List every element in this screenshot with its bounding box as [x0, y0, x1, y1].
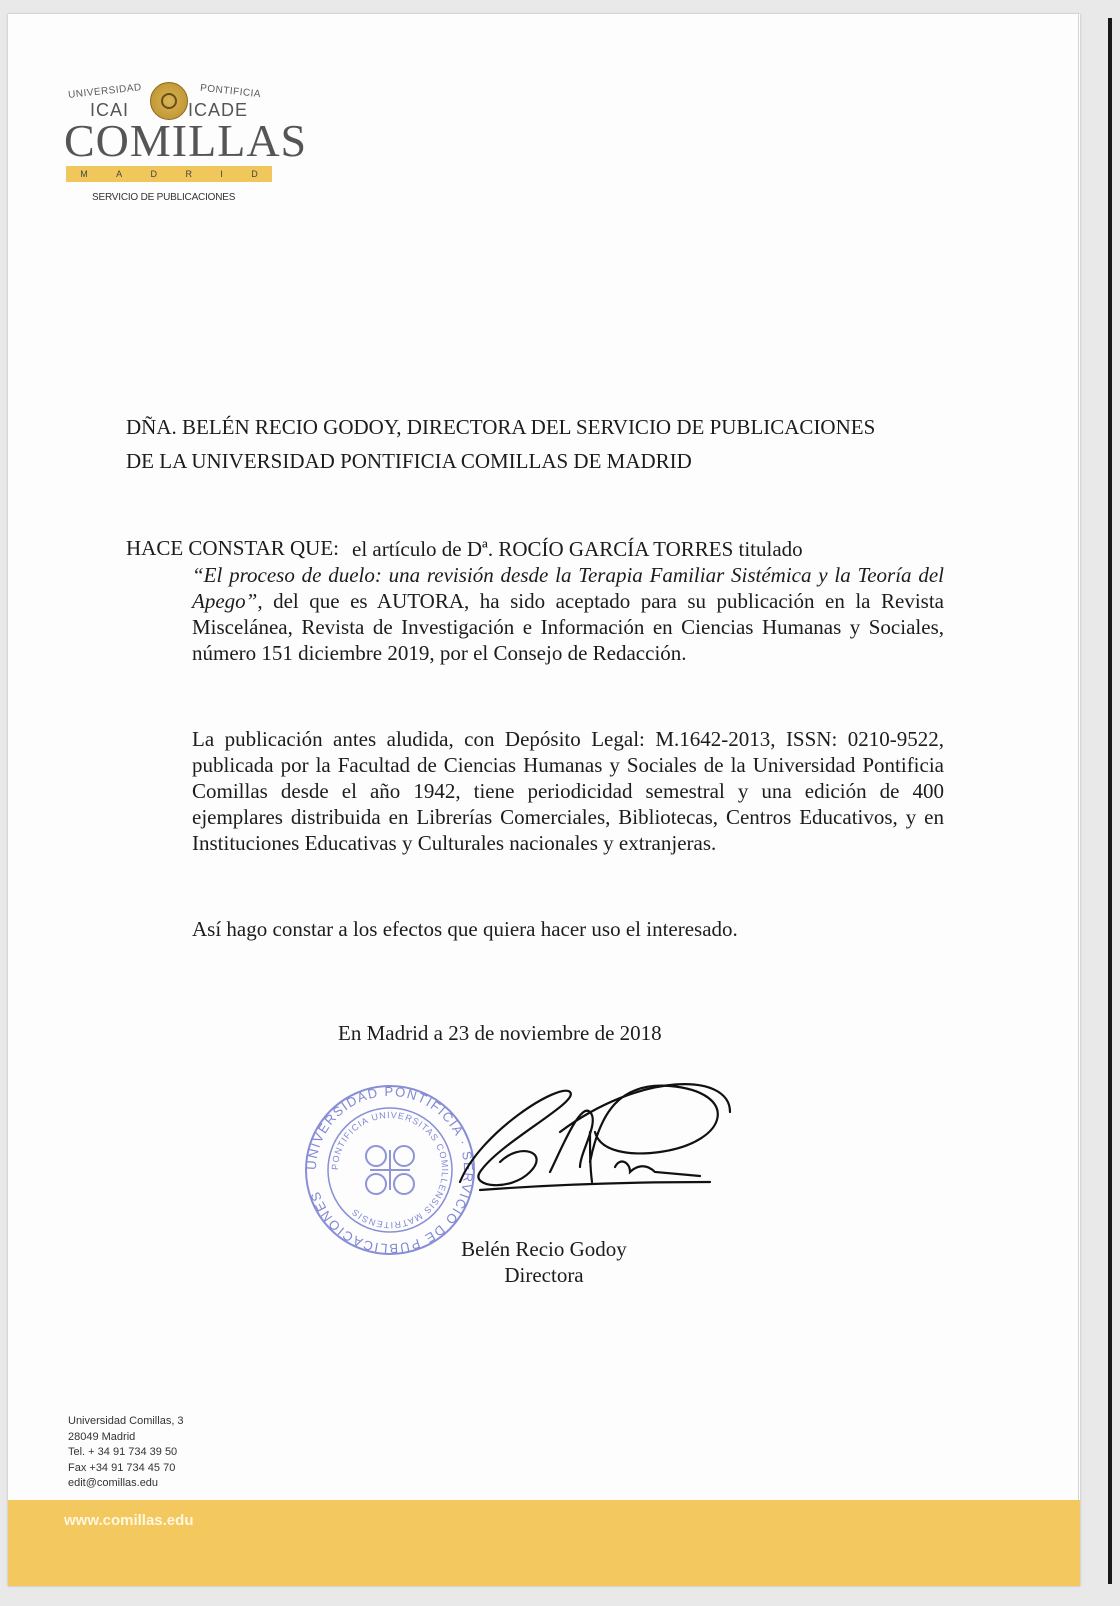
- email-line: edit@comillas.edu: [68, 1477, 159, 1489]
- header-line-2: DE LA UNIVERSIDAD PONTIFICIA COMILLAS DE MADRID: [126, 449, 692, 473]
- handwritten-signature: [440, 1072, 760, 1222]
- fax-line: Fax +34 91 734 45 70: [68, 1461, 176, 1474]
- logo-city-band: [66, 166, 272, 182]
- footer-band: [8, 1500, 1080, 1586]
- paragraph-publication-info: La publicación antes aludida, con Depósito Legal: M.1642-2013, ISSN: 0210-9522, publicada por la Facultad de Ciencias Humanas y Sociales de la Universidad Pontificia Comillas desde el año 1942, tiene periodicidad semestral y una edición de 400 ejemplares distribuida en Librerías Comerciales, Bibliotecas, Centros Educativos, y en Instituciones Educativas y Culturales nacionales y extranjeras.: [192, 727, 944, 855]
- logo-city-letter: D: [251, 169, 258, 179]
- paragraph-closing: Así hago constar a los efectos que quiera hacer uso el interesado.: [192, 917, 738, 941]
- signer-role: Directora: [504, 1263, 584, 1287]
- signer-block: [434, 1236, 654, 1288]
- footer-address: [68, 1414, 184, 1492]
- header-line-1: DÑA. BELÉN RECIO GODOY, DIRECTORA DEL SERVICIO DE PUBLICACIONES: [126, 415, 876, 439]
- logo-right-word: PONTIFICIA: [199, 82, 262, 101]
- para1-rest: , del que es AUTORA, ha sido aceptado para su publicación en la Revista Miscelánea, Revista de Investigación e Información en Ciencias Humanas y Sociales, número 151 diciembre 2019, por el Consejo de Redacción.: [192, 589, 944, 665]
- scan-edge-shadow: [1078, 14, 1079, 1586]
- university-logo: [60, 64, 308, 214]
- paragraph-acceptance: [192, 536, 944, 666]
- stamp-outer-text: UNIVERSIDAD PONTIFICIA · SERVICIO DE PUBLICACIONES: [303, 1083, 477, 1257]
- constar-label: HACE CONSTAR QUE:: [126, 536, 339, 560]
- signer-name: Belén Recio Godoy: [461, 1237, 627, 1261]
- logo-city-letter: I: [220, 169, 223, 179]
- website-link[interactable]: www.comillas.edu: [64, 1512, 194, 1529]
- logo-city-letter: M: [80, 169, 88, 179]
- address-line: Universidad Comillas, 3: [68, 1415, 184, 1427]
- scan-edge-line: [1108, 18, 1112, 1584]
- phone-line: Tel. + 34 91 734 39 50: [68, 1446, 178, 1458]
- letter-header: [126, 414, 946, 474]
- logo-service-name: SERVICIO DE PUBLICACIONES: [92, 192, 236, 203]
- logo-city-letter: R: [185, 169, 192, 179]
- address-line: 28049 Madrid: [68, 1430, 136, 1443]
- logo-city-letter: D: [150, 169, 158, 179]
- logo-name: COMILLAS: [64, 115, 308, 166]
- letter-date: En Madrid a 23 de noviembre de 2018: [338, 1021, 662, 1045]
- logo-city-letter: A: [116, 169, 123, 179]
- logo-left-word: UNIVERSIDAD: [67, 82, 143, 101]
- logo-left-school: ICAI: [90, 100, 130, 120]
- stamp-inner-text: PONTIFICIA UNIVERSITAS COMILLENSIS MATRITENSIS: [329, 1109, 451, 1231]
- article-title: “El proceso de duelo: una revisión desde la Terapia Familiar Sistémica y la Teoría del Apego”: [192, 563, 944, 613]
- logo-right-school: ICADE: [188, 100, 249, 120]
- para1-intro: el artículo de Dª. ROCÍO GARCÍA TORRES titulado: [352, 537, 803, 561]
